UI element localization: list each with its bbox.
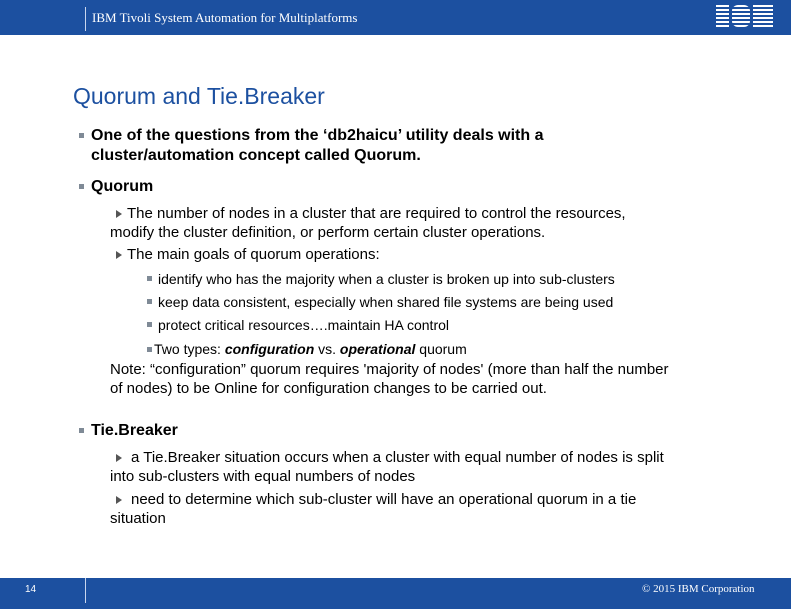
bullet-square <box>147 299 152 304</box>
quorum-goal-1: identify who has the majority when a cluster is broken up into sub-clusters <box>158 271 615 287</box>
quorum-definition-line-2: modify the cluster definition, or perform certain cluster operations. <box>110 224 546 241</box>
header-bar <box>0 0 791 35</box>
quorum-types-suffix: quorum <box>415 341 467 357</box>
bullet-square <box>79 133 84 138</box>
bullet-quorum: Quorum <box>91 178 154 195</box>
bullet-tiebreaker: Tie.Breaker <box>91 422 178 439</box>
bullet-square <box>147 276 152 281</box>
ibm-logo <box>716 4 776 28</box>
quorum-definition-line-1: The number of nodes in a cluster that are required to control the resources, <box>127 205 626 222</box>
bullet-square <box>79 428 84 433</box>
bullet-1-line-1: One of the questions from the ‘db2haicu’ utility deals with a <box>91 127 544 144</box>
bullet-arrow-icon <box>116 496 122 504</box>
tiebreaker-situation-line-1: a Tie.Breaker situation occurs when a cluster with equal number of nodes is split <box>131 449 664 466</box>
quorum-goals-heading: The main goals of quorum operations: <box>127 246 380 263</box>
tiebreaker-situation-line-2: into sub-clusters with equal numbers of nodes <box>110 468 416 485</box>
footer-bar <box>0 578 791 609</box>
bullet-1-line-2: cluster/automation concept called Quorum. <box>91 147 421 164</box>
tiebreaker-need-line-1: need to determine which sub-cluster will have an operational quorum in a tie <box>131 491 637 508</box>
quorum-type-operational: operational <box>339 341 416 357</box>
bullet-arrow-icon <box>116 251 122 259</box>
note-line-1: Note: “configuration” quorum requires 'majority of nodes' (more than half the number <box>110 361 669 378</box>
quorum-type-configuration: configuration <box>224 341 315 357</box>
quorum-types-line <box>147 341 467 357</box>
header-divider <box>85 7 86 31</box>
copyright: © 2015 IBM Corporation <box>642 583 755 595</box>
quorum-types-prefix: Two types: <box>154 341 225 357</box>
bullet-square <box>147 322 152 327</box>
quorum-goal-3: protect critical resources….maintain HA control <box>158 317 449 333</box>
bullet-arrow-icon <box>116 210 122 218</box>
note-line-2: of nodes) to be Online for configuration changes to be carried out. <box>110 380 547 397</box>
bullet-square <box>147 347 152 352</box>
product-title: IBM Tivoli System Automation for Multiplatforms <box>92 10 358 25</box>
bullet-square <box>79 184 84 189</box>
slide-title: Quorum and Tie.Breaker <box>73 83 325 109</box>
page-number: 14 <box>25 584 37 595</box>
quorum-types-vs: vs. <box>314 341 340 357</box>
tiebreaker-need-line-2: situation <box>110 510 166 527</box>
quorum-goal-2: keep data consistent, especially when shared file systems are being used <box>158 294 614 310</box>
bullet-arrow-icon <box>116 454 122 462</box>
footer-divider <box>85 578 86 603</box>
